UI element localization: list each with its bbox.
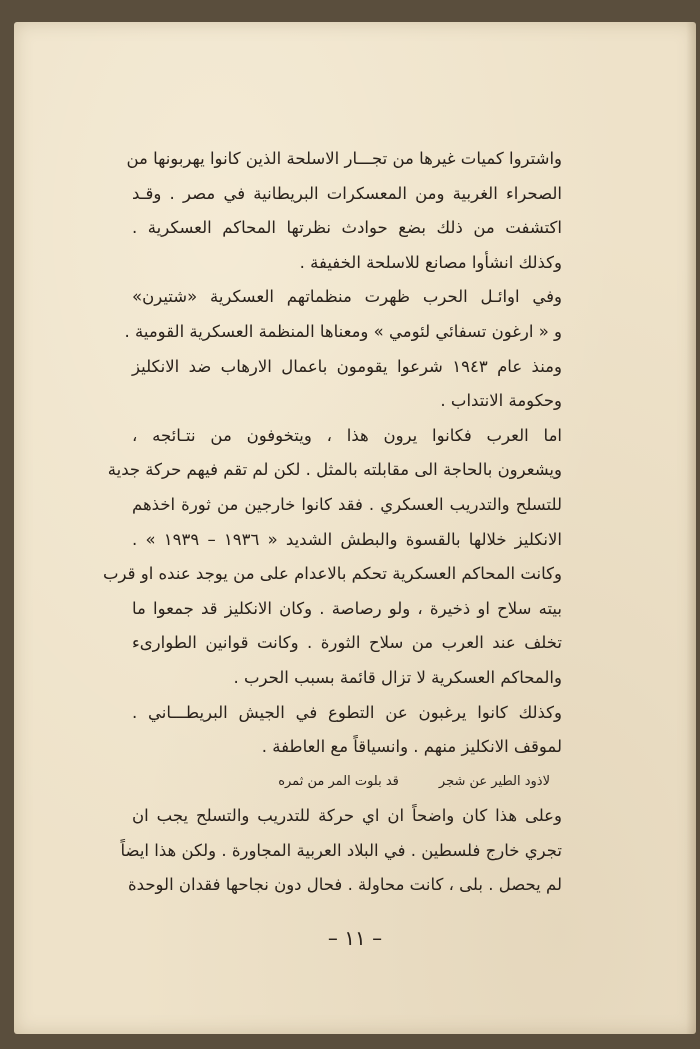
verse-line <box>132 765 562 800</box>
text-line: وكانت المحاكم العسكرية تحكم بالاعدام على من يوجد عنده او قرب <box>102 564 562 584</box>
page-edge-shadow <box>686 22 696 1034</box>
text-line: ويشعرون بالحاجة الى مقابلته بالمثل . لكن لم تقم فيهم حركة جدية <box>107 460 562 480</box>
text-line: تجري خارج فلسطين . في البلاد العربية المجاورة . ولكن هذا ايضاً <box>120 840 562 860</box>
text-line: للتسلح والتدريب العسكري . فقد كانوا خارجين من ثورة اخذهم <box>132 494 562 514</box>
text-line: لموقف الانكليز منهم . وانسياقاً مع العاطفة . <box>261 737 562 757</box>
text-line: وحكومة الانتداب . <box>440 391 562 411</box>
text-line: اما العرب فكانوا يرون هذا ، ويتخوفون من نتـائجه ، <box>132 425 562 445</box>
text-line: وكذلك كانوا يرغبون عن التطوع في الجيش البريطـــاني . <box>132 702 562 722</box>
book-page <box>14 22 696 1034</box>
text-line: تخلف عند العرب من سلاح الثورة . وكانت قوانين الطوارىء <box>132 633 562 653</box>
text-line: لم يحصل . بلى ، كانت محاولة . فحال دون نجاحها فقدان الوحدة <box>128 875 562 895</box>
text-line: والمحاكم العسكرية لا تزال قائمة بسبب الحرب . <box>233 667 562 687</box>
text-line: واشتروا كميات غيرها من تجـــار الاسلحة الذين كانوا يهربونها من <box>126 149 562 168</box>
text-line: وكذلك انشأوا مصانع للاسلحة الخفيفة . <box>299 252 562 272</box>
text-line: وعلى هذا كان واضحاً ان اي حركة للتدريب والتسلح يجب ان <box>132 806 562 826</box>
text-line: ومنذ عام ١٩٤٣ شرعوا يقومون باعمال الارهاب ضد الانكليز <box>132 356 562 376</box>
text-line: وفي اوائـل الحرب ظهرت منظماتهم العسكرية «شتيرن» <box>132 287 562 307</box>
body-text <box>102 142 562 903</box>
text-line: بيته سلاح او ذخيرة ، ولو رصاصة . وكان الانكليز قد جمعوا ما <box>132 598 562 618</box>
text-line: اكتشفت من ذلك بضع حوادث نظرتها المحاكم العسكرية . <box>132 218 562 238</box>
page-number: – ١١ – <box>327 926 383 950</box>
text-line: الصحراء الغربية ومن المعسكرات البريطانية في مصر . وقـد <box>132 183 562 203</box>
text-line: الانكليز خلالها بالقسوة والبطش الشديد « ١٩٣٦ – ١٩٣٩ » . <box>132 529 562 549</box>
verse-first-hemistich: لاذود الطير عن شجر <box>438 773 550 789</box>
verse-second-hemistich: قد بلوت المر من ثمره <box>278 773 399 789</box>
text-line: و « ارغون تسفائي لئومي » ومعناها المنظمة العسكرية القومية . <box>124 321 562 341</box>
